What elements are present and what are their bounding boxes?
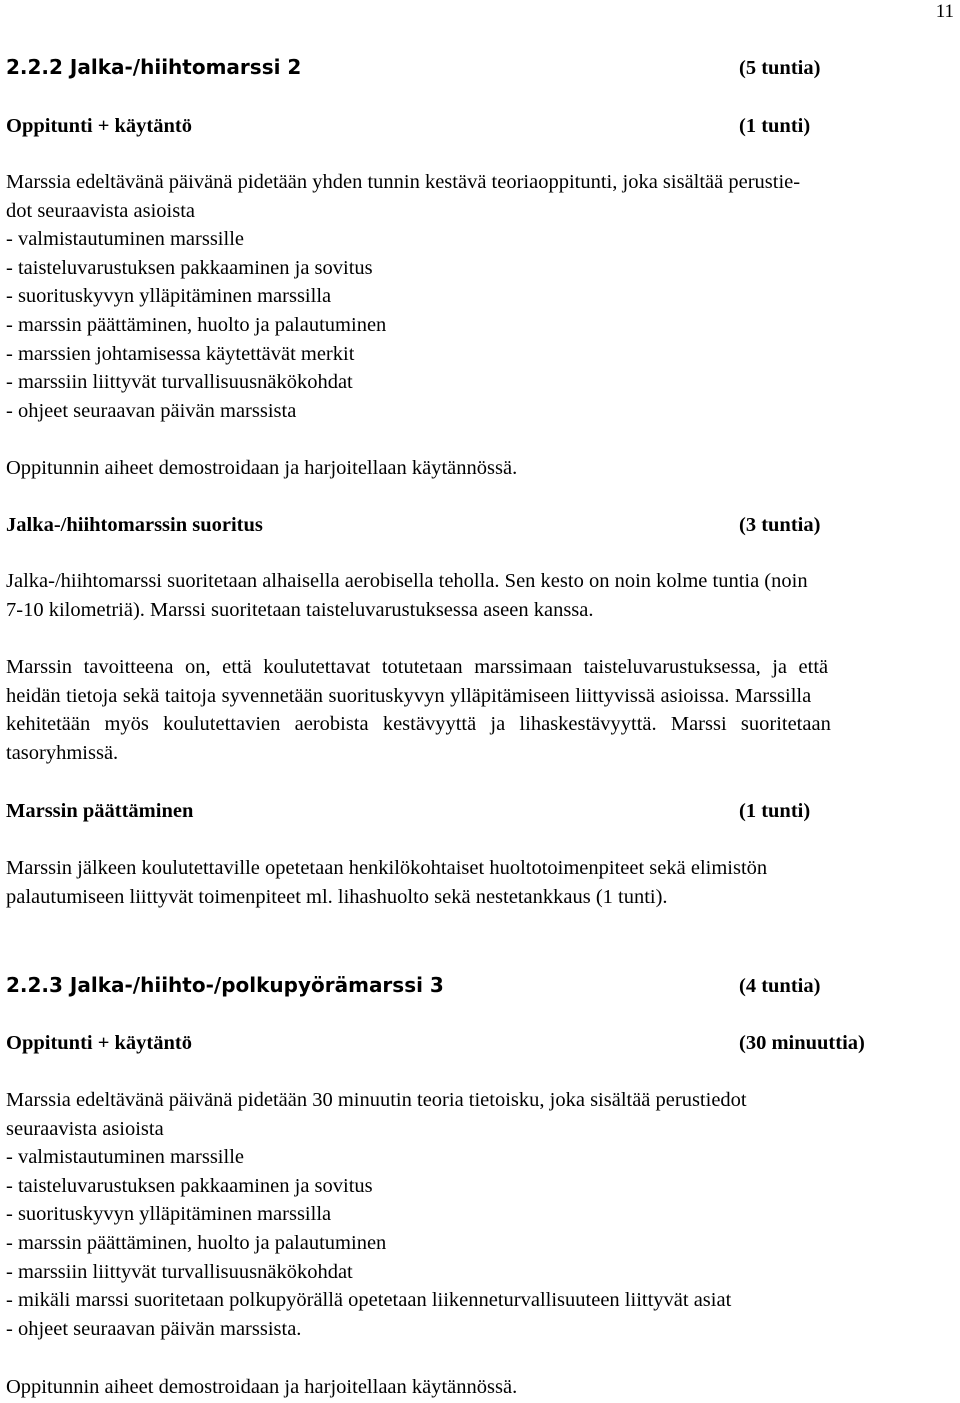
list-item: - marssin päättäminen, huolto ja palautuminen xyxy=(6,313,387,336)
list-item: - marssien johtamisessa käytettävät merkit xyxy=(6,342,355,365)
list-item: - mikäli marssi suoritetaan polkupyörällä opetetaan liikenneturvallisuuteen liittyvät asiat xyxy=(6,1289,732,1312)
lesson-body xyxy=(6,168,958,425)
lesson-closing: Oppitunnin aiheet demostroidaan ja harjoitellaan käytännössä. xyxy=(6,457,518,479)
ending-hours: (1 tunti) xyxy=(739,800,811,822)
section-title-2-2-2: 2.2.2 Jalka-/hiihtomarssi 2 xyxy=(6,55,302,79)
paragraph-line: Marssin tavoitteena on, että koulutettavat totutetaan marssimaan taisteluvarustuksessa, ja että xyxy=(6,656,829,678)
lesson-heading-2: Oppitunti + käytäntö xyxy=(6,1032,192,1054)
intro-line: dot seuraavista asioista xyxy=(6,199,196,222)
lesson-hours-2: (30 minuuttia) xyxy=(739,1032,865,1054)
lesson-heading: Oppitunti + käytäntö xyxy=(6,115,192,137)
intro-line: Marssia edeltävänä päivänä pidetään 30 minuutin teoria tietoisku, joka sisältää perustiedot xyxy=(6,1089,747,1111)
list-item: - taisteluvarustuksen pakkaaminen ja sovitus xyxy=(6,256,373,279)
list-item: - suorituskyvyn ylläpitäminen marssilla xyxy=(6,1203,332,1226)
performance-heading: Jalka-/hiihtomarssin suoritus xyxy=(6,514,263,536)
performance-paragraph-1 xyxy=(6,567,958,624)
paragraph-line: tasoryhmissä. xyxy=(6,741,119,764)
intro-line: seuraavista asioista xyxy=(6,1117,164,1140)
paragraph-line: Jalka-/hiihtomarssi suoritetaan alhaisella aerobisella teholla. Sen kesto on noin kolme tuntia (noin xyxy=(6,570,808,592)
list-item: - valmistautuminen marssille xyxy=(6,228,244,251)
lesson-closing-2: Oppitunnin aiheet demostroidaan ja harjoitellaan käytännössä. xyxy=(6,1376,518,1398)
page-number: 11 xyxy=(935,1,954,22)
intro-line: Marssia edeltävänä päivänä pidetään yhden tunnin kestävä teoriaoppitunti, joka sisältää perustie- xyxy=(6,171,801,193)
list-item: - taisteluvarustuksen pakkaaminen ja sovitus xyxy=(6,1174,373,1197)
paragraph-line: 7-10 kilometriä). Marssi suoritetaan taisteluvarustuksessa aseen kanssa. xyxy=(6,598,594,621)
performance-hours: (3 tuntia) xyxy=(739,514,821,536)
paragraph-line: kehitetään myös koulutettavien aerobista kestävyyttä ja lihaskestävyyttä. Marssi suoritetaan xyxy=(6,713,831,736)
ending-heading: Marssin päättäminen xyxy=(6,800,194,822)
list-item: - marssiin liittyvät turvallisuusnäkökohdat xyxy=(6,371,353,394)
ending-paragraph xyxy=(6,854,958,911)
lesson-body-2 xyxy=(6,1086,958,1343)
list-item: - marssiin liittyvät turvallisuusnäkökohdat xyxy=(6,1260,353,1283)
performance-paragraph-2 xyxy=(6,653,958,767)
lesson-hours: (1 tunti) xyxy=(739,115,811,137)
section-hours-2-2-3: (4 tuntia) xyxy=(739,975,821,997)
list-item: - ohjeet seuraavan päivän marssista xyxy=(6,399,297,422)
section-hours-2-2-2: (5 tuntia) xyxy=(739,57,821,79)
paragraph-line: palautumiseen liittyvät toimenpiteet ml. lihashuolto sekä nestetankkaus (1 tunti). xyxy=(6,885,668,908)
list-item: - suorituskyvyn ylläpitäminen marssilla xyxy=(6,285,332,308)
list-item: - marssin päättäminen, huolto ja palautuminen xyxy=(6,1231,387,1254)
list-item: - ohjeet seuraavan päivän marssista. xyxy=(6,1317,302,1340)
paragraph-line: Marssin jälkeen koulutettaville opetetaan henkilökohtaiset huoltotoimenpiteet sekä elimistön xyxy=(6,857,768,879)
section-title-2-2-3: 2.2.3 Jalka-/hiihto-/polkupyörämarssi 3 xyxy=(6,973,444,997)
paragraph-line: heidän tietoja sekä taitoja syvennetään suorituskyvyn ylläpitämiseen liittyvissä asioissa. Marssilla xyxy=(6,684,812,707)
list-item: - valmistautuminen marssille xyxy=(6,1146,244,1169)
